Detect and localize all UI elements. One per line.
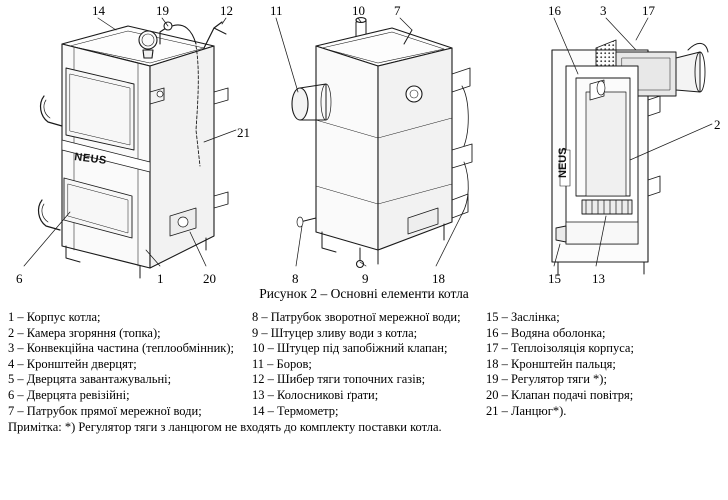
legend-item: 12 – Шибер тяги топочних газів; xyxy=(252,372,426,387)
legend-item: 2 – Камера згоряння (топка); xyxy=(8,325,161,340)
legend-item: 15 – Заслінка; xyxy=(486,310,560,324)
legend-item: 11 – Боров; xyxy=(252,356,312,371)
legend-column-3 xyxy=(486,310,721,419)
view-middle-boiler xyxy=(292,18,472,268)
legend-item: 8 – Патрубок зворотної мережної води; xyxy=(252,310,461,324)
figure-caption: Рисунок 2 – Основні елементи котла xyxy=(259,286,469,301)
callout-3: 3 xyxy=(600,3,607,18)
callout-1: 1 xyxy=(157,271,164,286)
legend-item: 14 – Термометр; xyxy=(252,403,339,418)
legend-item: 16 – Водяна оболонка; xyxy=(486,325,606,340)
legend-item: 19 – Регулятор тяги *); xyxy=(486,372,607,387)
legend-item: 6 – Дверцята ревізійні; xyxy=(8,387,130,402)
callout-9: 9 xyxy=(362,271,369,286)
legend-item: 1 – Корпус котла; xyxy=(8,310,101,324)
legend-item: 9 – Штуцер зливу води з котла; xyxy=(252,325,418,340)
callout-14: 14 xyxy=(92,3,105,18)
legend-item: 21 – Ланцюг*). xyxy=(486,403,567,418)
callout-20: 20 xyxy=(203,271,216,286)
view-left-boiler xyxy=(39,22,228,278)
legend-column-1 xyxy=(8,310,248,419)
callout-13: 13 xyxy=(592,271,605,286)
footnote: Примітка: *) Регулятор тяги з ланцюгом не входять до комплекту поставки котла. xyxy=(8,420,442,434)
callout-21: 21 xyxy=(237,125,250,140)
legend-item: 10 – Штуцер під запобіжний клапан; xyxy=(252,341,448,356)
legend-item: 17 – Теплоізоляція корпуса; xyxy=(486,341,634,356)
callout-16: 16 xyxy=(548,3,561,18)
legend-item: 13 – Колосникові ґрати; xyxy=(252,387,379,402)
legend-column-2 xyxy=(252,310,482,419)
callout-2: 2 xyxy=(714,117,721,132)
callout-8: 8 xyxy=(292,271,299,286)
callout-15: 15 xyxy=(548,271,561,286)
legend-item: 18 – Кронштейн пальця; xyxy=(486,356,616,371)
svg-text:NEUS: NEUS xyxy=(557,147,569,178)
legend-item: 5 – Дверцята завантажувальні; xyxy=(8,372,172,387)
callout-7: 7 xyxy=(394,3,401,18)
callout-18: 18 xyxy=(432,271,445,286)
callout-11: 11 xyxy=(270,3,283,18)
legend-item: 4 – Кронштейн дверцят; xyxy=(8,356,137,371)
callout-12: 12 xyxy=(220,3,233,18)
legend-item: 7 – Патрубок прямої мережної води; xyxy=(8,403,202,418)
callout-19: 19 xyxy=(156,3,169,18)
legend-item: 20 – Клапан подачі повітря; xyxy=(486,387,634,402)
legend xyxy=(0,310,728,430)
callout-17: 17 xyxy=(642,3,655,18)
legend-item: 3 – Конвекційна частина (теплообмінник); xyxy=(8,341,234,356)
view-right-section xyxy=(552,40,708,274)
callout-6: 6 xyxy=(16,271,23,286)
callout-10: 10 xyxy=(352,3,365,18)
svg-text:NEUS: NEUS xyxy=(73,151,108,167)
